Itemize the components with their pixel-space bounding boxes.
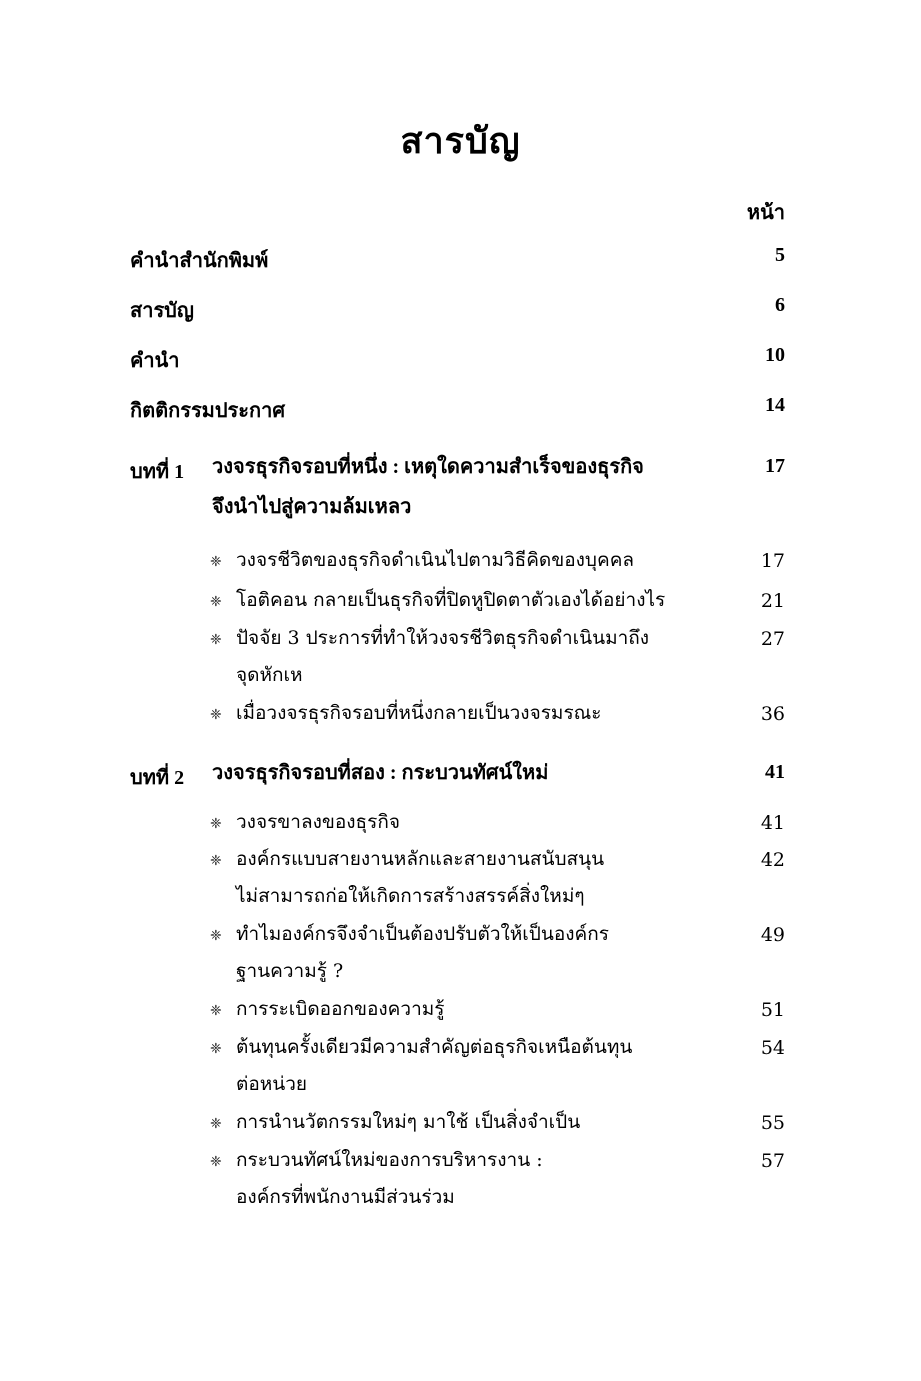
section-title <box>236 1142 716 1216</box>
section-title-line: วงจรขาลงของธุรกิจ <box>236 811 400 833</box>
chapter-page: 41 <box>765 761 785 783</box>
snowflake-bullet-icon: ❈ <box>210 594 222 610</box>
page-title: สารบัญ <box>400 121 521 162</box>
section-page: 21 <box>760 590 785 612</box>
section-page: 54 <box>760 1037 785 1059</box>
snowflake-bullet-icon: ❈ <box>210 1041 222 1057</box>
snowflake-bullet-icon: ❈ <box>210 853 222 869</box>
chapter-page: 17 <box>765 455 785 477</box>
section-page: 57 <box>760 1150 785 1172</box>
section-page: 27 <box>760 628 785 650</box>
chapter-title <box>212 753 732 793</box>
toc-entry-page: 14 <box>765 394 785 416</box>
toc-entry-label: คำนำสำนักพิมพ์ <box>130 250 269 272</box>
toc-entry-label: คำนำ <box>130 350 180 372</box>
section-title-line: ทำไมองค์กรจึงจำเป็นต้องปรับตัวให้เป็นองค์กร <box>236 923 609 945</box>
section-title <box>236 916 716 990</box>
snowflake-bullet-icon: ❈ <box>210 1116 222 1132</box>
section-title-line: จุดหักเห <box>236 664 303 686</box>
section-title-line: ไม่สามารถก่อให้เกิดการสร้างสรรค์สิ่งใหม่ๆ <box>236 885 585 907</box>
section-page: 41 <box>760 812 785 834</box>
section-title-line: ต้นทุนครั้งเดียวมีความสำคัญต่อธุรกิจเหนือต้นทุน <box>236 1036 633 1058</box>
section-title-line: ต่อหน่วย <box>236 1073 308 1095</box>
section-title <box>236 991 716 1028</box>
snowflake-bullet-icon: ❈ <box>210 1154 222 1170</box>
chapter-title-line: วงจรธุรกิจรอบที่สอง : กระบวนทัศน์ใหม่ <box>212 762 549 784</box>
snowflake-bullet-icon: ❈ <box>210 632 222 648</box>
section-title-line: องค์กรแบบสายงานหลักและสายงานสนับสนุน <box>236 848 605 870</box>
section-page: 49 <box>760 924 785 946</box>
section-title-line: วงจรชีวิตของธุรกิจดำเนินไปตามวิธีคิดของบุคคล <box>236 549 635 571</box>
chapter-label: บทที่ 1 <box>130 461 185 483</box>
section-title <box>236 804 716 841</box>
chapter-title <box>212 447 732 527</box>
section-page: 55 <box>760 1112 785 1134</box>
section-title-line: โอติคอน กลายเป็นธุรกิจที่ปิดหูปิดตาตัวเองได้อย่างไร <box>236 589 666 611</box>
section-page: 42 <box>760 849 785 871</box>
section-title <box>236 1104 716 1141</box>
section-page: 17 <box>760 550 785 572</box>
chapter-title-line: วงจรธุรกิจรอบที่หนึ่ง : เหตุใดความสำเร็จของธุรกิจ <box>212 456 644 478</box>
section-title-line: เมื่อวงจรธุรกิจรอบที่หนึ่งกลายเป็นวงจรมรณะ <box>236 702 602 724</box>
section-title-line: ปัจจัย 3 ประการที่ทำให้วงจรชีวิตธุรกิจดำเนินมาถึง <box>236 627 650 649</box>
toc-entry-label: สารบัญ <box>130 300 194 322</box>
section-title-line: ฐานความรู้ ? <box>236 960 344 982</box>
section-title-line: การนำนวัตกรรมใหม่ๆ มาใช้ เป็นสิ่งจำเป็น <box>236 1111 581 1133</box>
section-title <box>236 542 716 579</box>
toc-entry-page: 6 <box>775 294 785 316</box>
snowflake-bullet-icon: ❈ <box>210 928 222 944</box>
section-title-line: การระเบิดออกของความรู้ <box>236 998 445 1020</box>
chapter-title-line: จึงนำไปสู่ความล้มเหลว <box>212 496 412 518</box>
snowflake-bullet-icon: ❈ <box>210 1003 222 1019</box>
section-page: 51 <box>760 999 785 1021</box>
toc-entry-page: 5 <box>775 244 785 266</box>
chapter-label: บทที่ 2 <box>130 767 185 789</box>
section-title <box>236 695 716 732</box>
section-title-line: กระบวนทัศน์ใหม่ของการบริหารงาน : <box>236 1149 543 1171</box>
page-column-header: หน้า <box>746 200 785 224</box>
section-title <box>236 841 716 915</box>
snowflake-bullet-icon: ❈ <box>210 554 222 570</box>
snowflake-bullet-icon: ❈ <box>210 707 222 723</box>
toc-entry-label: กิตติกรรมประกาศ <box>130 400 286 422</box>
section-page: 36 <box>760 703 785 725</box>
section-title <box>236 1029 716 1103</box>
section-title <box>236 620 716 694</box>
snowflake-bullet-icon: ❈ <box>210 816 222 832</box>
toc-entry-page: 10 <box>765 344 785 366</box>
section-title <box>236 582 716 619</box>
section-title-line: องค์กรที่พนักงานมีส่วนร่วม <box>236 1186 455 1208</box>
